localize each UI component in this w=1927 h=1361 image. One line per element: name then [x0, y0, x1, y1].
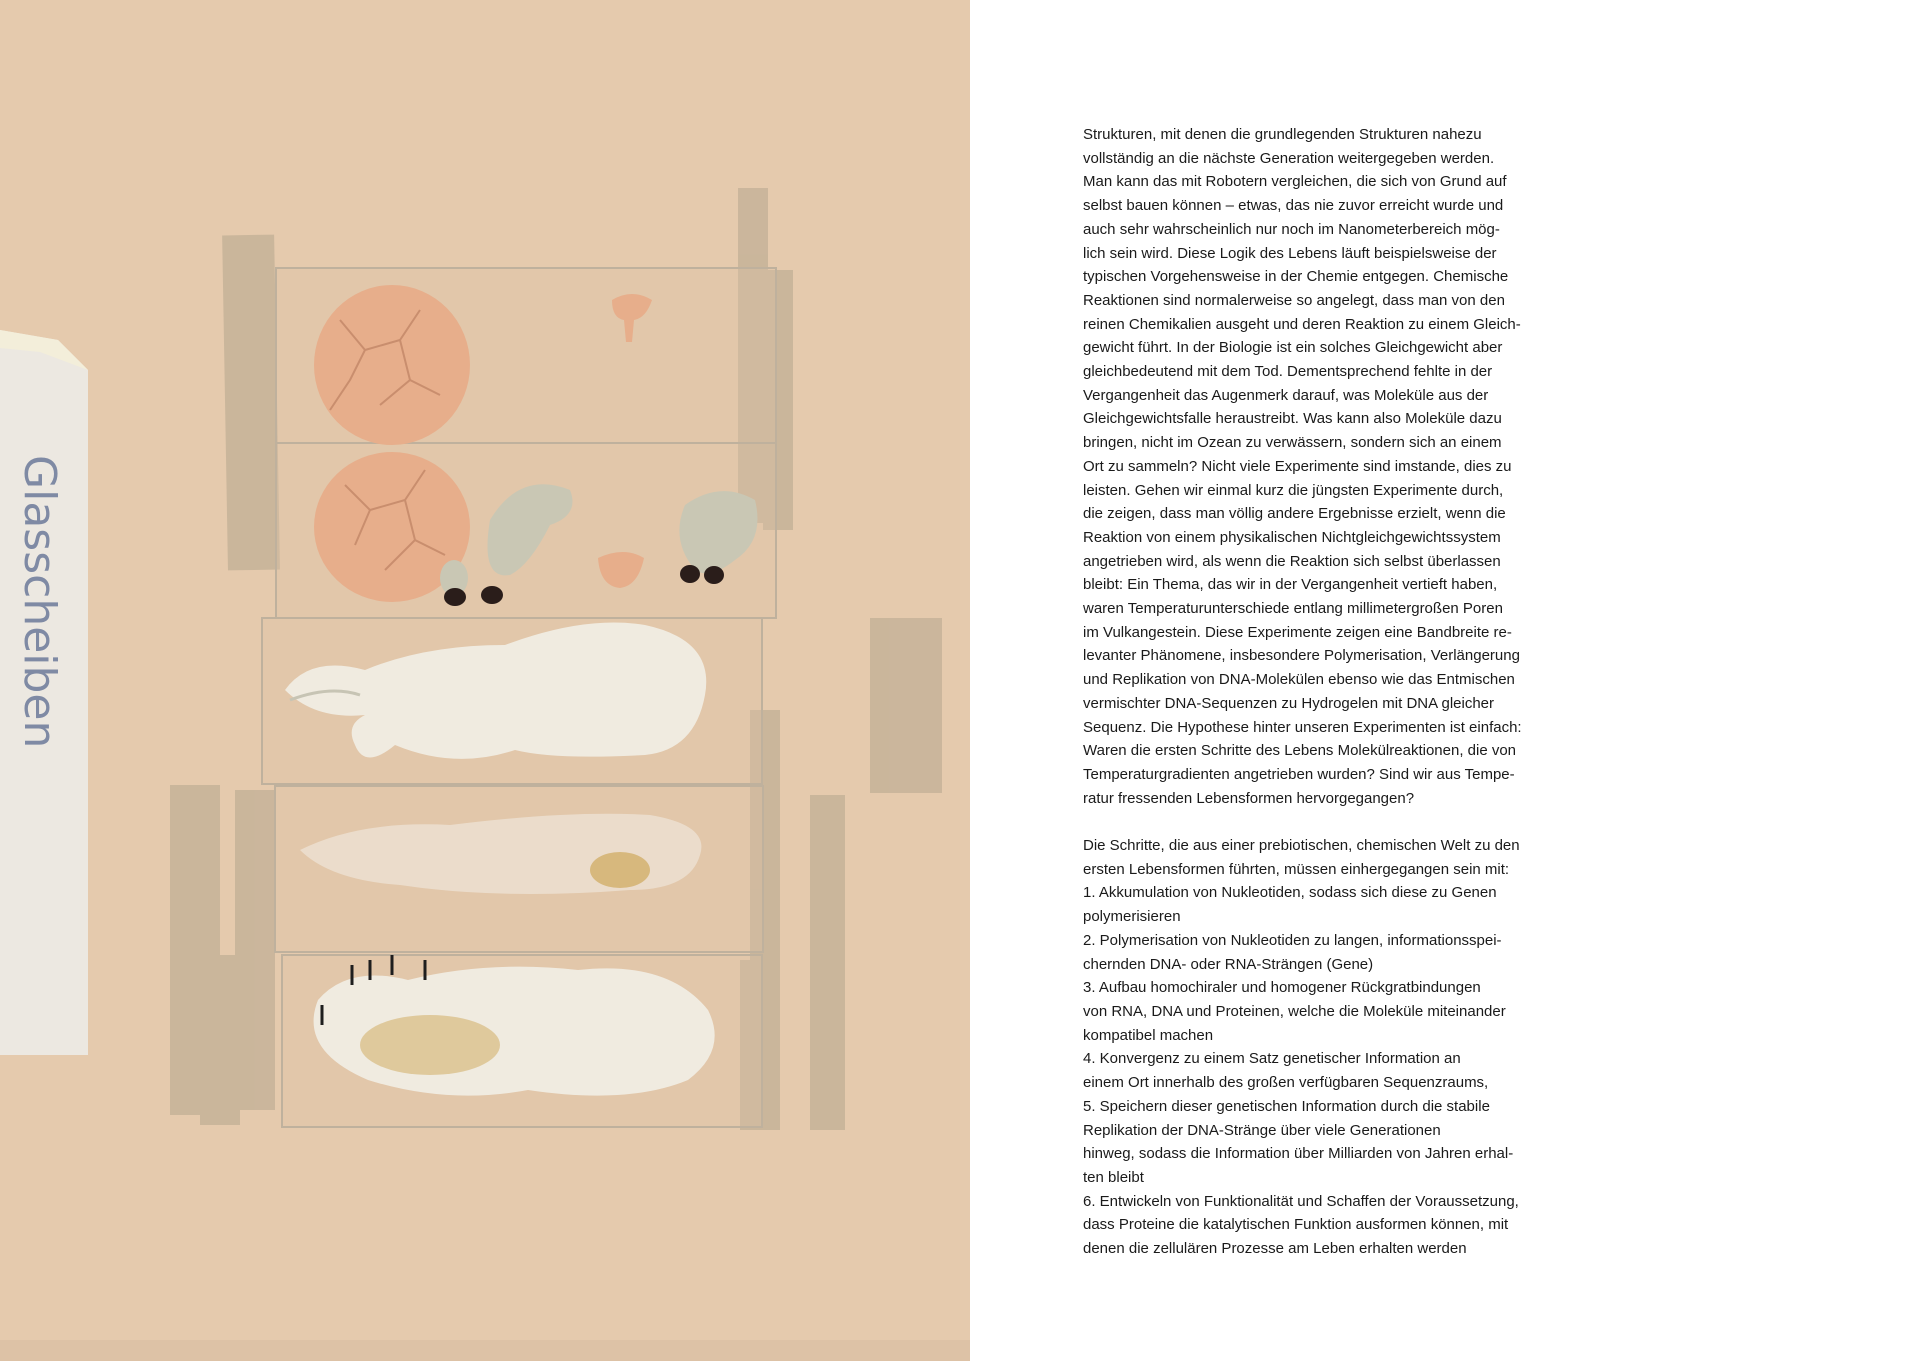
handwritten-label: Glasscheiben [14, 455, 65, 749]
text-line: leisten. Gehen wir einmal kurz die jüngsten Experimente durch, [1083, 481, 1504, 499]
text-line: einem Ort innerhalb des großen verfügbaren Sequenzraums, [1083, 1074, 1489, 1092]
text-line: Reaktion von einem physikalischen Nichtgleichgewichtssystem [1083, 528, 1501, 546]
text-line: gewicht führt. In der Biologie ist ein solches Gleichgewicht aber [1083, 339, 1503, 357]
text-line: im Vulkangestein. Diese Experimente zeigen eine Bandbreite re- [1083, 623, 1512, 641]
text-line: Gleichgewichtsfalle heraustreibt. Was kann also Moleküle dazu [1083, 410, 1502, 428]
text-line: polymerisieren [1083, 908, 1181, 926]
text-line: kompatibel machen [1083, 1026, 1214, 1044]
text-line: Man kann das mit Robotern vergleichen, die sich von Grund auf [1083, 173, 1507, 191]
text-line: ten bleibt [1083, 1168, 1144, 1186]
text-line: die zeigen, dass man völlig andere Ergebnisse erzielt, wenn die [1083, 505, 1506, 523]
text-line: auch sehr wahrscheinlich nur noch im Nanometerbereich mög- [1083, 220, 1500, 238]
text-line: vollständig an die nächste Generation weitergegeben werden. [1083, 149, 1495, 167]
text-line: bleibt: Ein Thema, das wir in der Vergangenheit vertieft haben, [1083, 576, 1498, 594]
text-line: Die Schritte, die aus einer prebiotischen, chemischen Welt zu den [1083, 837, 1520, 855]
text-line: Temperaturgradienten angetrieben wurden? Sind wir aus Tempe- [1083, 765, 1515, 783]
text-line: ersten Lebensformen führten, müssen einhergegangen sein mit: [1083, 860, 1510, 878]
text-line: und Replikation von DNA-Molekülen ebenso wie das Entmischen [1083, 671, 1515, 689]
text-line: Reaktionen sind normalerweise so angelegt, dass man von den [1083, 291, 1505, 309]
text-line: bringen, nicht im Ozean zu verwässern, sondern sich an einem [1083, 434, 1502, 452]
text-line: Sequenz. Die Hypothese hinter unseren Experimenten ist einfach: [1083, 718, 1522, 736]
text-line: 4. Konvergenz zu einem Satz genetischer Information an [1083, 1050, 1461, 1068]
text-line: waren Temperaturunterschiede entlang millimetergroßen Poren [1083, 600, 1503, 618]
text-line: 5. Speichern dieser genetischen Information durch die stabile [1083, 1097, 1490, 1115]
text-line: typischen Vorgehensweise in der Chemie entgegen. Chemische [1083, 268, 1509, 286]
text-line: von RNA, DNA und Proteinen, welche die Moleküle miteinander [1083, 1003, 1506, 1020]
text-line: dass Proteine die katalytischen Funktion ausformen können, mit [1083, 1216, 1509, 1234]
text-line: Ort zu sammeln? Nicht viele Experimente sind imstande, dies zu [1083, 457, 1512, 475]
text-line: 2. Polymerisation von Nukleotiden zu langen, informationsspei- [1083, 931, 1502, 949]
envelope [0, 330, 88, 1055]
text-line: lich sein wird. Diese Logik des Lebens läuft beispielsweise der [1083, 244, 1497, 262]
paragraph-2 [1083, 834, 1573, 1261]
text-line: gleichbedeutend mit dem Tod. Dementsprechend fehlte in der [1083, 363, 1493, 381]
text-line: ratur fressenden Lebensformen hervorgegangen? [1083, 789, 1415, 807]
text-line: Strukturen, mit denen die grundlegenden Strukturen nahezu [1083, 126, 1482, 143]
text-line: selbst bauen können – etwas, das nie zuvor erreicht wurde und [1083, 197, 1504, 215]
text-line: angetrieben wird, als wenn die Reaktion sich selbst überlassen [1083, 552, 1501, 570]
text-line: 6. Entwickeln von Funktionalität und Schaffen der Voraussetzung, [1083, 1192, 1519, 1210]
white-blob-5 [314, 955, 715, 1096]
paragraph-1 [1083, 123, 1573, 810]
text-line: Vergangenheit das Augenmerk darauf, was Moleküle aus der [1083, 386, 1489, 404]
text-line: denen die zellulären Prozesse am Leben erhalten werden [1083, 1240, 1467, 1258]
text-line: Waren die ersten Schritte des Lebens Molekülreaktionen, die von [1083, 742, 1517, 760]
article-text [1083, 123, 1573, 1261]
text-line: chernden DNA- oder RNA-Strängen (Gene) [1083, 955, 1374, 973]
text-line: Replikation der DNA-Stränge über viele Generationen [1083, 1121, 1441, 1139]
text-line: reinen Chemikalien ausgeht und deren Reaktion zu einem Gleich- [1083, 315, 1521, 333]
text-line: 3. Aufbau homochiraler und homogener Rückgratbindungen [1083, 979, 1481, 997]
text-line: 1. Akkumulation von Nukleotiden, sodass sich diese zu Genen [1083, 884, 1497, 902]
text-line: vermischter DNA-Sequenzen zu Hydrogelen mit DNA gleicher [1083, 694, 1495, 712]
text-line: levanter Phänomene, insbesondere Polymerisation, Verlängerung [1083, 647, 1520, 665]
text-line: hinweg, sodass die Information über Milliarden von Jahren erhal- [1083, 1145, 1514, 1163]
